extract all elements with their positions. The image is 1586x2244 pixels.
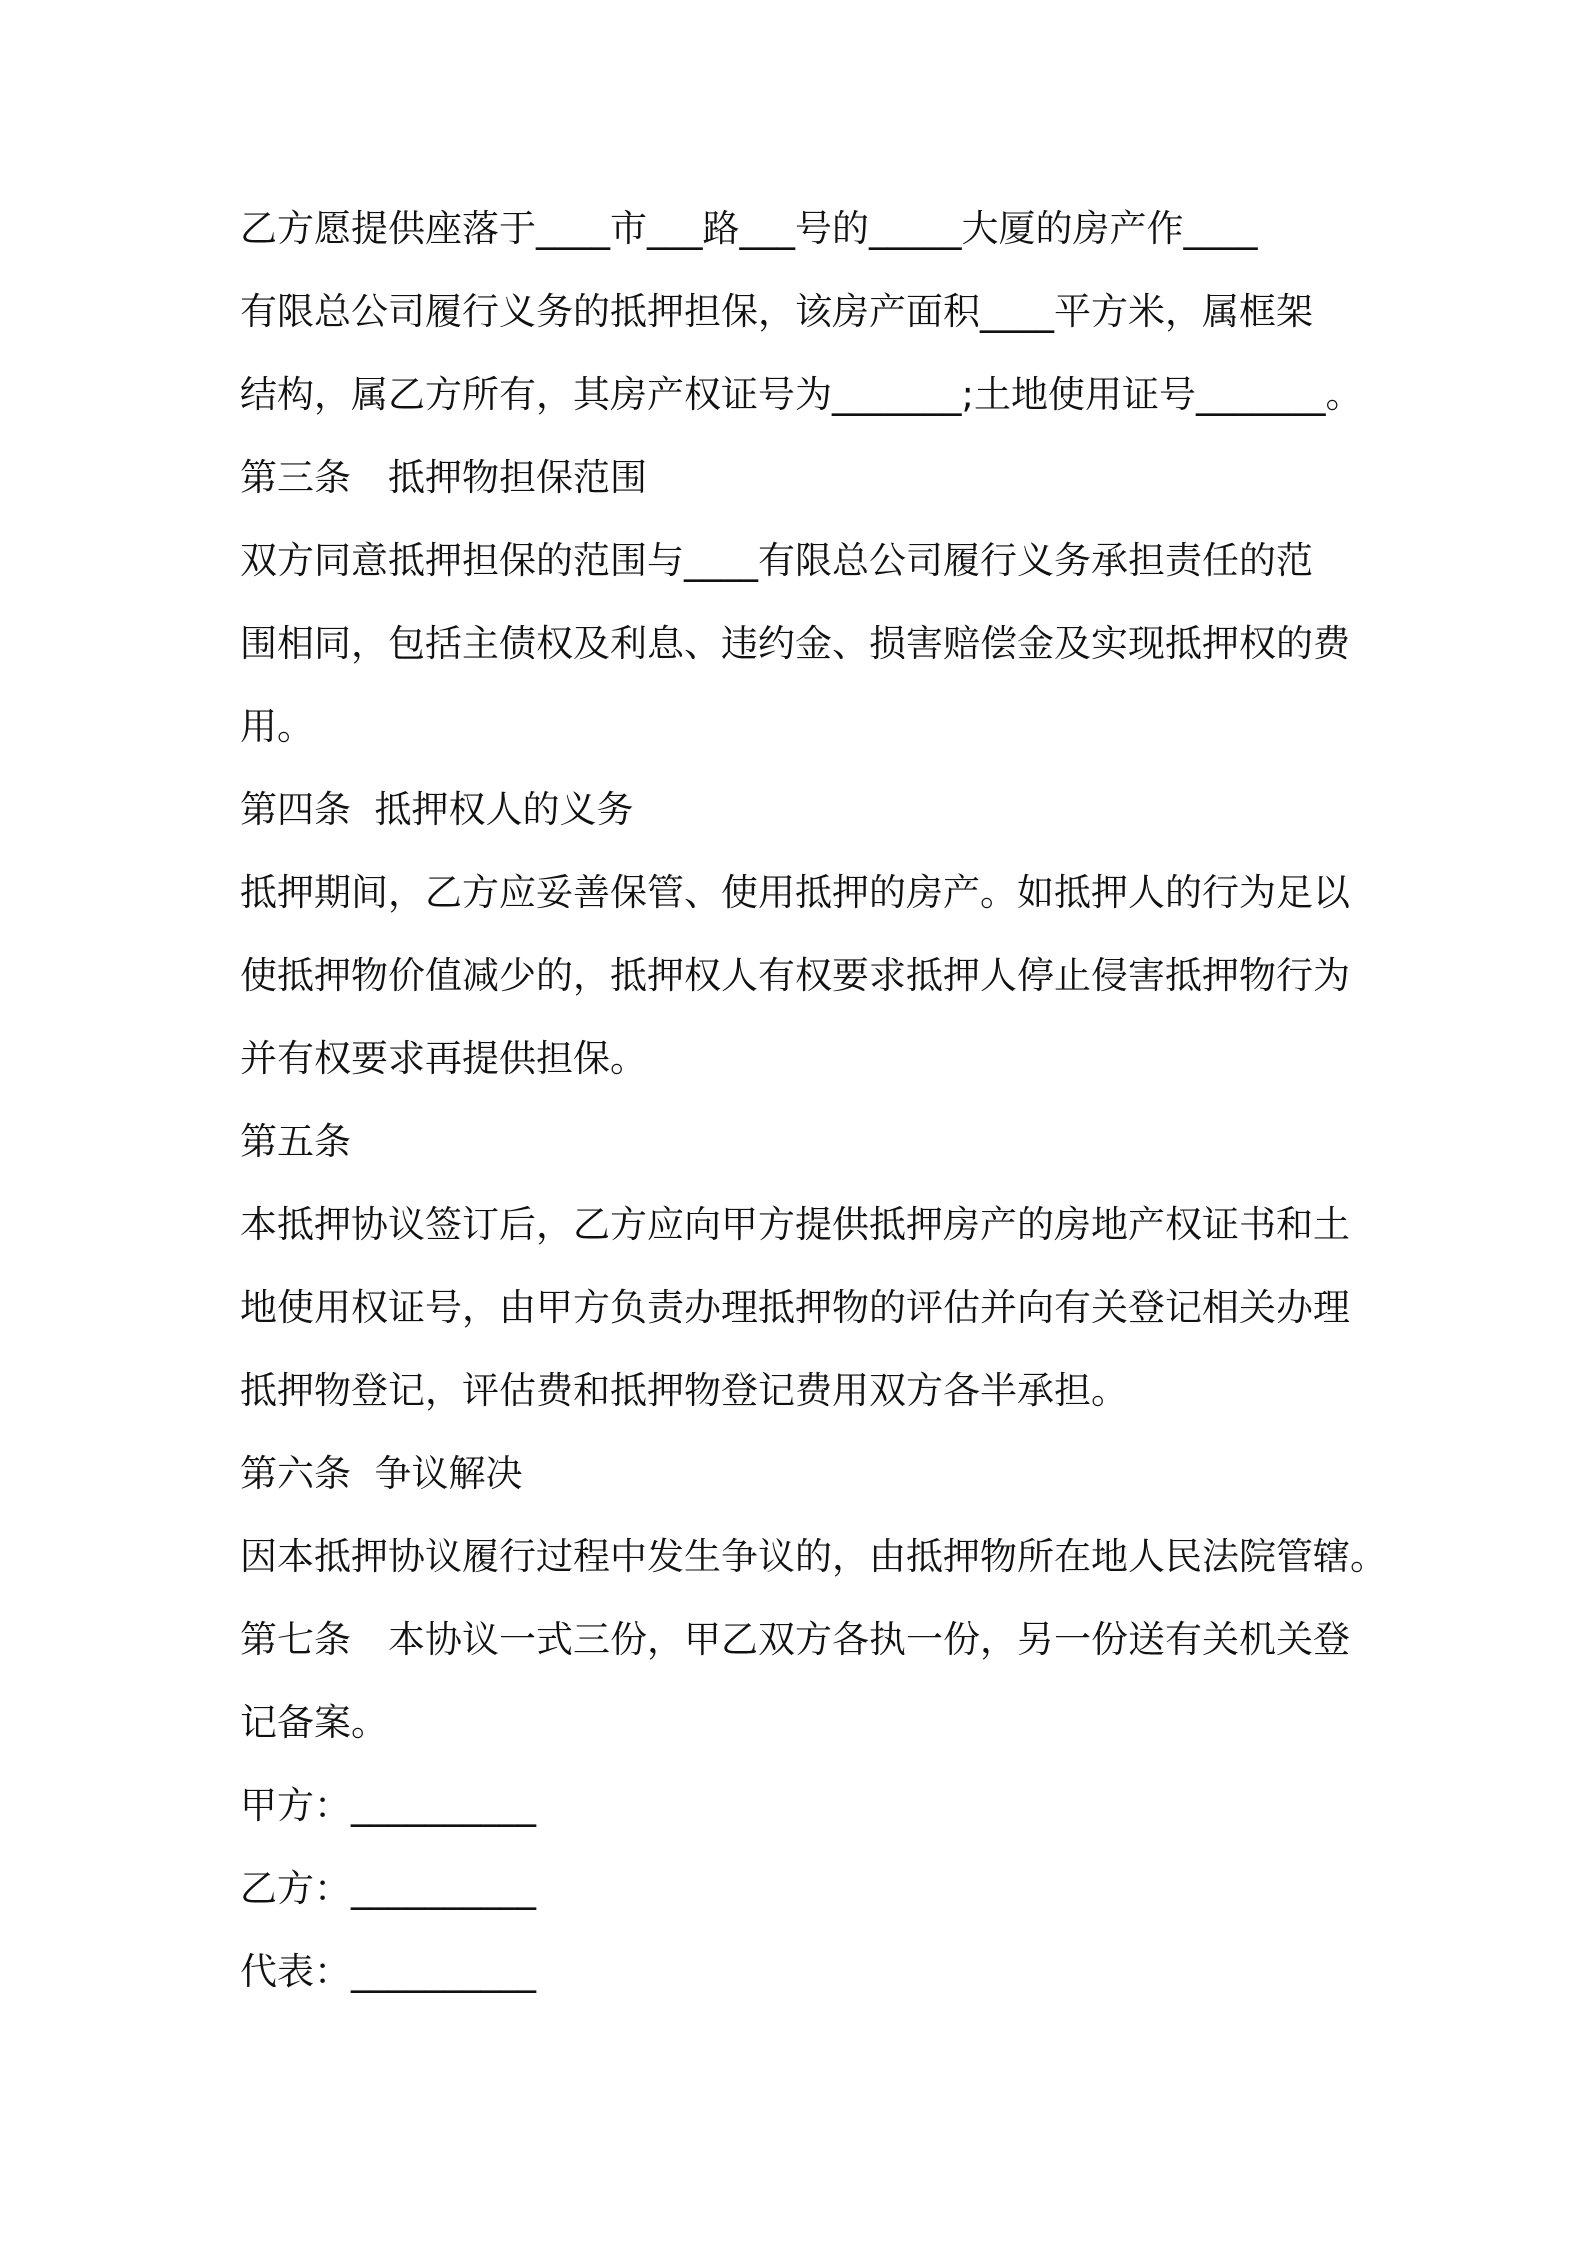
clause-4-heading: 第四条 抵押权人的义务 <box>240 788 634 831</box>
clause-4-text-line-3: 并有权要求再提供担保。 <box>240 1037 647 1080</box>
representative-signature-line: 代表：__________ <box>240 1950 536 1993</box>
clause-6-text: 因本抵押协议履行过程中发生争议的，由抵押物所在地人民法院管辖。 <box>240 1535 1387 1578</box>
clause-7-text-line-2: 记备案。 <box>240 1701 388 1744</box>
clause-5-text-line-2: 地使用权证号，由甲方负责办理抵押物的评估并向有关登记相关办理 <box>240 1286 1350 1329</box>
clause-5-text-line-3: 抵押物登记，评估费和抵押物登记费用双方各半承担。 <box>240 1369 1128 1412</box>
clause-5-heading: 第五条 <box>240 1120 351 1163</box>
clause-2-text-line-2: 有限总公司履行义务的抵押担保，该房产面积____平方米，属框架 <box>240 290 1313 333</box>
party-b-signature-line: 乙方：__________ <box>240 1867 536 1910</box>
party-a-signature-line: 甲方：__________ <box>240 1784 536 1827</box>
clause-6-heading: 第六条 争议解决 <box>240 1452 523 1495</box>
clause-2-text-line-3: 结构，属乙方所有，其房产权证号为_______;土地使用证号_______。 <box>240 373 1363 416</box>
clause-3-text-line-2: 围相同，包括主债权及利息、违约金、损害赔偿金及实现抵押权的费 <box>240 622 1350 665</box>
clause-5-text-line-1: 本抵押协议签订后，乙方应向甲方提供抵押房产的房地产权证书和土 <box>240 1203 1350 1246</box>
clause-3-text-line-1: 双方同意抵押担保的范围与____有限总公司履行义务承担责任的范 <box>240 539 1313 582</box>
clause-3-text-line-3: 用。 <box>240 705 314 748</box>
clause-3-heading: 第三条 抵押物担保范围 <box>240 456 647 499</box>
clause-7-text-line-1: 第七条 本协议一式三份，甲乙双方各执一份，另一份送有关机关登 <box>240 1618 1350 1661</box>
clause-4-text-line-2: 使抵押物价值减少的，抵押权人有权要求抵押人停止侵害抵押物行为 <box>240 954 1350 997</box>
clause-2-text-line-1: 乙方愿提供座落于____市___路___号的_____大厦的房产作____ <box>240 207 1258 250</box>
clause-4-text-line-1: 抵押期间，乙方应妥善保管、使用抵押的房产。如抵押人的行为足以 <box>240 871 1350 914</box>
